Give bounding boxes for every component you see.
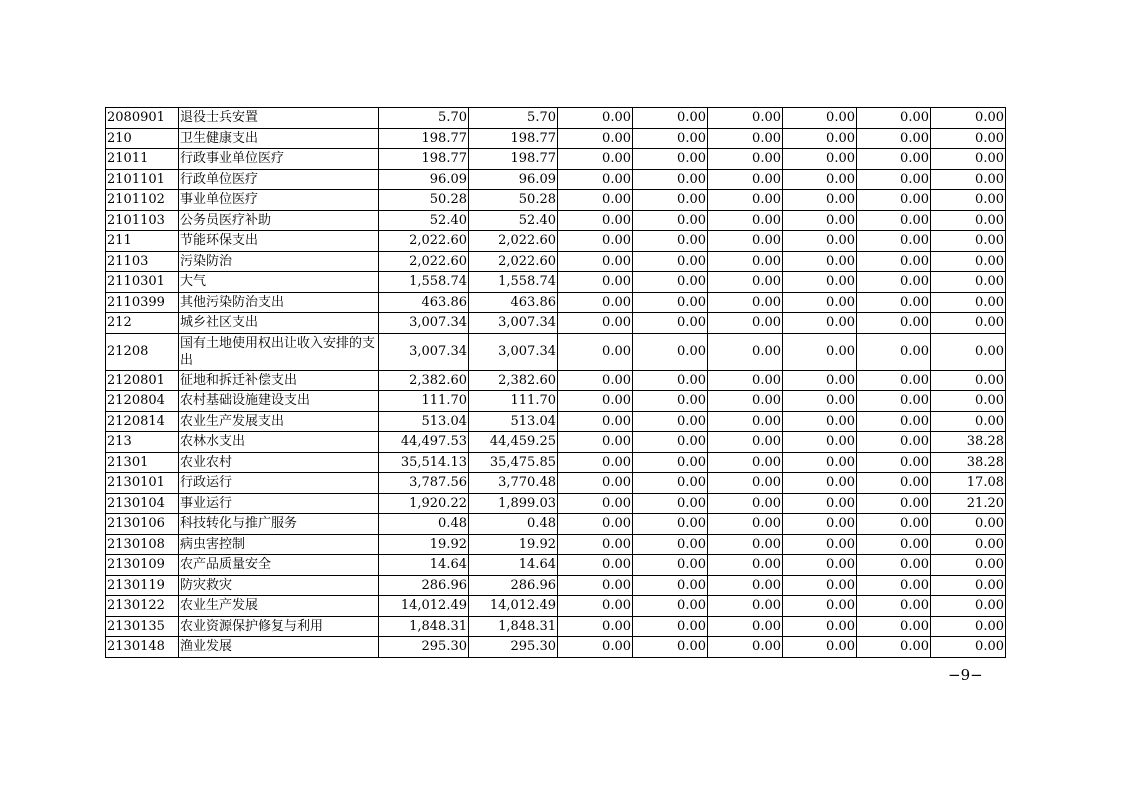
amount-cell: 0.00 xyxy=(783,473,857,494)
table-row xyxy=(106,251,1006,272)
amount-cell: 14,012.49 xyxy=(379,596,469,617)
subject-name-cell: 农村基础设施建设支出 xyxy=(179,391,379,412)
amount-cell: 50.28 xyxy=(379,190,469,211)
amount-cell: 0.00 xyxy=(633,231,708,252)
amount-cell: 0.00 xyxy=(931,231,1006,252)
amount-cell: 0.00 xyxy=(558,493,633,514)
amount-cell: 0.00 xyxy=(931,514,1006,535)
amount-cell: 0.00 xyxy=(931,370,1006,391)
subject-code-cell: 2080901 xyxy=(106,108,179,129)
amount-cell: 0.00 xyxy=(783,616,857,637)
amount-cell: 111.70 xyxy=(469,391,558,412)
amount-cell: 14.64 xyxy=(379,555,469,576)
table-row xyxy=(106,555,1006,576)
table-row xyxy=(106,616,1006,637)
amount-cell: 0.00 xyxy=(857,616,931,637)
table-row xyxy=(106,452,1006,473)
subject-code-cell: 21103 xyxy=(106,251,179,272)
amount-cell: 0.00 xyxy=(708,292,783,313)
amount-cell: 0.00 xyxy=(857,575,931,596)
amount-cell: 1,920.22 xyxy=(379,493,469,514)
amount-cell: 0.00 xyxy=(633,637,708,658)
amount-cell: 0.00 xyxy=(558,452,633,473)
table-row xyxy=(106,190,1006,211)
page-number: −9− xyxy=(948,666,983,684)
amount-cell: 0.00 xyxy=(708,432,783,453)
amount-cell: 513.04 xyxy=(379,411,469,432)
subject-name-cell: 行政单位医疗 xyxy=(179,169,379,190)
amount-cell: 0.00 xyxy=(857,514,931,535)
table-row xyxy=(106,534,1006,555)
budget-table xyxy=(105,107,1006,658)
amount-cell: 0.00 xyxy=(857,637,931,658)
amount-cell: 0.00 xyxy=(633,391,708,412)
subject-code-cell: 211 xyxy=(106,231,179,252)
amount-cell: 0.00 xyxy=(633,432,708,453)
amount-cell: 0.00 xyxy=(857,272,931,293)
amount-cell: 0.00 xyxy=(931,292,1006,313)
amount-cell: 19.92 xyxy=(469,534,558,555)
amount-cell: 0.00 xyxy=(633,169,708,190)
amount-cell: 0.00 xyxy=(783,272,857,293)
amount-cell: 0.00 xyxy=(783,149,857,170)
amount-cell: 0.00 xyxy=(783,596,857,617)
amount-cell: 2,022.60 xyxy=(379,231,469,252)
table-body xyxy=(106,108,1006,658)
subject-name-cell: 渔业发展 xyxy=(179,637,379,658)
subject-code-cell: 2101101 xyxy=(106,169,179,190)
amount-cell: 198.77 xyxy=(469,149,558,170)
amount-cell: 0.00 xyxy=(633,555,708,576)
table-row xyxy=(106,637,1006,658)
amount-cell: 0.00 xyxy=(558,411,633,432)
amount-cell: 0.48 xyxy=(379,514,469,535)
subject-name-cell: 大气 xyxy=(179,272,379,293)
amount-cell: 0.00 xyxy=(558,555,633,576)
table-row xyxy=(106,514,1006,535)
subject-code-cell: 2130109 xyxy=(106,555,179,576)
amount-cell: 38.28 xyxy=(931,432,1006,453)
subject-name-cell: 农业生产发展 xyxy=(179,596,379,617)
amount-cell: 0.00 xyxy=(708,272,783,293)
amount-cell: 0.00 xyxy=(558,128,633,149)
table-row xyxy=(106,432,1006,453)
table-row xyxy=(106,575,1006,596)
subject-name-cell: 行政事业单位医疗 xyxy=(179,149,379,170)
amount-cell: 0.00 xyxy=(931,596,1006,617)
amount-cell: 0.00 xyxy=(558,391,633,412)
subject-name-cell: 农业生产发展支出 xyxy=(179,411,379,432)
subject-code-cell: 2130104 xyxy=(106,493,179,514)
amount-cell: 0.00 xyxy=(558,272,633,293)
amount-cell: 0.00 xyxy=(783,108,857,129)
amount-cell: 1,848.31 xyxy=(379,616,469,637)
subject-code-cell: 2120801 xyxy=(106,370,179,391)
amount-cell: 35,514.13 xyxy=(379,452,469,473)
amount-cell: 0.00 xyxy=(633,370,708,391)
amount-cell: 0.00 xyxy=(633,596,708,617)
amount-cell: 0.00 xyxy=(708,391,783,412)
amount-cell: 3,007.34 xyxy=(379,313,469,334)
subject-code-cell: 2130135 xyxy=(106,616,179,637)
amount-cell: 2,382.60 xyxy=(469,370,558,391)
subject-code-cell: 2130108 xyxy=(106,534,179,555)
amount-cell: 0.00 xyxy=(708,210,783,231)
table-row xyxy=(106,169,1006,190)
subject-code-cell: 2130101 xyxy=(106,473,179,494)
subject-code-cell: 2120814 xyxy=(106,411,179,432)
amount-cell: 513.04 xyxy=(469,411,558,432)
subject-name-cell: 农业资源保护修复与利用 xyxy=(179,616,379,637)
amount-cell: 5.70 xyxy=(379,108,469,129)
amount-cell: 14,012.49 xyxy=(469,596,558,617)
amount-cell: 2,022.60 xyxy=(469,251,558,272)
amount-cell: 0.00 xyxy=(783,555,857,576)
table-row xyxy=(106,333,1006,370)
amount-cell: 0.00 xyxy=(558,432,633,453)
subject-name-cell: 行政运行 xyxy=(179,473,379,494)
amount-cell: 0.48 xyxy=(469,514,558,535)
amount-cell: 17.08 xyxy=(931,473,1006,494)
amount-cell: 1,558.74 xyxy=(379,272,469,293)
subject-code-cell: 212 xyxy=(106,313,179,334)
subject-name-cell: 国有土地使用权出让收入安排的支出 xyxy=(179,333,379,370)
amount-cell: 0.00 xyxy=(783,514,857,535)
amount-cell: 0.00 xyxy=(558,575,633,596)
subject-code-cell: 2101103 xyxy=(106,210,179,231)
amount-cell: 52.40 xyxy=(379,210,469,231)
amount-cell: 0.00 xyxy=(708,493,783,514)
subject-name-cell: 公务员医疗补助 xyxy=(179,210,379,231)
amount-cell: 0.00 xyxy=(857,493,931,514)
table-row xyxy=(106,292,1006,313)
amount-cell: 0.00 xyxy=(857,210,931,231)
subject-code-cell: 21208 xyxy=(106,333,179,370)
table-row xyxy=(106,231,1006,252)
amount-cell: 0.00 xyxy=(783,411,857,432)
amount-cell: 0.00 xyxy=(857,452,931,473)
amount-cell: 463.86 xyxy=(379,292,469,313)
amount-cell: 0.00 xyxy=(857,128,931,149)
amount-cell: 44,459.25 xyxy=(469,432,558,453)
amount-cell: 0.00 xyxy=(708,555,783,576)
amount-cell: 0.00 xyxy=(857,596,931,617)
amount-cell: 198.77 xyxy=(469,128,558,149)
amount-cell: 0.00 xyxy=(708,452,783,473)
amount-cell: 2,022.60 xyxy=(469,231,558,252)
amount-cell: 0.00 xyxy=(857,251,931,272)
table-row xyxy=(106,210,1006,231)
table-row xyxy=(106,313,1006,334)
subject-code-cell: 21011 xyxy=(106,149,179,170)
amount-cell: 0.00 xyxy=(708,190,783,211)
amount-cell: 295.30 xyxy=(379,637,469,658)
amount-cell: 0.00 xyxy=(783,637,857,658)
amount-cell: 0.00 xyxy=(857,169,931,190)
amount-cell: 3,007.34 xyxy=(469,333,558,370)
amount-cell: 0.00 xyxy=(708,333,783,370)
amount-cell: 2,382.60 xyxy=(379,370,469,391)
table-row xyxy=(106,128,1006,149)
amount-cell: 0.00 xyxy=(931,616,1006,637)
amount-cell: 0.00 xyxy=(931,555,1006,576)
amount-cell: 0.00 xyxy=(783,333,857,370)
amount-cell: 0.00 xyxy=(783,210,857,231)
subject-name-cell: 污染防治 xyxy=(179,251,379,272)
amount-cell: 0.00 xyxy=(783,313,857,334)
amount-cell: 0.00 xyxy=(857,333,931,370)
amount-cell: 44,497.53 xyxy=(379,432,469,453)
amount-cell: 198.77 xyxy=(379,128,469,149)
subject-code-cell: 213 xyxy=(106,432,179,453)
amount-cell: 14.64 xyxy=(469,555,558,576)
amount-cell: 0.00 xyxy=(558,251,633,272)
amount-cell: 0.00 xyxy=(633,333,708,370)
table-row xyxy=(106,370,1006,391)
amount-cell: 0.00 xyxy=(633,514,708,535)
amount-cell: 111.70 xyxy=(379,391,469,412)
amount-cell: 0.00 xyxy=(633,149,708,170)
amount-cell: 52.40 xyxy=(469,210,558,231)
amount-cell: 0.00 xyxy=(708,534,783,555)
amount-cell: 0.00 xyxy=(783,575,857,596)
subject-name-cell: 其他污染防治支出 xyxy=(179,292,379,313)
amount-cell: 0.00 xyxy=(931,313,1006,334)
subject-name-cell: 退役士兵安置 xyxy=(179,108,379,129)
amount-cell: 0.00 xyxy=(558,210,633,231)
amount-cell: 0.00 xyxy=(931,411,1006,432)
amount-cell: 463.86 xyxy=(469,292,558,313)
amount-cell: 0.00 xyxy=(931,190,1006,211)
amount-cell: 0.00 xyxy=(558,473,633,494)
table-row xyxy=(106,391,1006,412)
amount-cell: 3,007.34 xyxy=(469,313,558,334)
subject-name-cell: 卫生健康支出 xyxy=(179,128,379,149)
table-row xyxy=(106,473,1006,494)
amount-cell: 0.00 xyxy=(708,473,783,494)
amount-cell: 0.00 xyxy=(558,534,633,555)
amount-cell: 0.00 xyxy=(857,149,931,170)
subject-code-cell: 2110301 xyxy=(106,272,179,293)
amount-cell: 0.00 xyxy=(708,149,783,170)
amount-cell: 0.00 xyxy=(708,370,783,391)
subject-code-cell: 2110399 xyxy=(106,292,179,313)
subject-name-cell: 事业运行 xyxy=(179,493,379,514)
amount-cell: 21.20 xyxy=(931,493,1006,514)
subject-name-cell: 防灾救灾 xyxy=(179,575,379,596)
amount-cell: 0.00 xyxy=(857,534,931,555)
amount-cell: 0.00 xyxy=(931,333,1006,370)
amount-cell: 0.00 xyxy=(857,190,931,211)
amount-cell: 0.00 xyxy=(558,333,633,370)
amount-cell: 0.00 xyxy=(783,251,857,272)
subject-name-cell: 征地和拆迁补偿支出 xyxy=(179,370,379,391)
amount-cell: 0.00 xyxy=(931,272,1006,293)
amount-cell: 0.00 xyxy=(558,616,633,637)
amount-cell: 0.00 xyxy=(708,411,783,432)
amount-cell: 0.00 xyxy=(857,555,931,576)
amount-cell: 286.96 xyxy=(379,575,469,596)
amount-cell: 1,558.74 xyxy=(469,272,558,293)
amount-cell: 0.00 xyxy=(558,596,633,617)
subject-name-cell: 病虫害控制 xyxy=(179,534,379,555)
table-row xyxy=(106,108,1006,129)
subject-name-cell: 事业单位医疗 xyxy=(179,190,379,211)
amount-cell: 0.00 xyxy=(708,251,783,272)
amount-cell: 0.00 xyxy=(708,231,783,252)
amount-cell: 3,787.56 xyxy=(379,473,469,494)
amount-cell: 0.00 xyxy=(857,391,931,412)
amount-cell: 0.00 xyxy=(783,169,857,190)
amount-cell: 0.00 xyxy=(783,493,857,514)
amount-cell: 0.00 xyxy=(633,616,708,637)
amount-cell: 0.00 xyxy=(708,616,783,637)
subject-code-cell: 210 xyxy=(106,128,179,149)
amount-cell: 0.00 xyxy=(931,169,1006,190)
subject-code-cell: 2120804 xyxy=(106,391,179,412)
amount-cell: 0.00 xyxy=(931,149,1006,170)
amount-cell: 0.00 xyxy=(558,637,633,658)
amount-cell: 5.70 xyxy=(469,108,558,129)
amount-cell: 0.00 xyxy=(633,251,708,272)
amount-cell: 3,770.48 xyxy=(469,473,558,494)
subject-code-cell: 2130119 xyxy=(106,575,179,596)
amount-cell: 0.00 xyxy=(633,210,708,231)
amount-cell: 295.30 xyxy=(469,637,558,658)
amount-cell: 286.96 xyxy=(469,575,558,596)
amount-cell: 0.00 xyxy=(783,128,857,149)
amount-cell: 0.00 xyxy=(558,149,633,170)
amount-cell: 0.00 xyxy=(857,231,931,252)
amount-cell: 0.00 xyxy=(783,292,857,313)
subject-name-cell: 农业农村 xyxy=(179,452,379,473)
amount-cell: 1,848.31 xyxy=(469,616,558,637)
amount-cell: 0.00 xyxy=(558,190,633,211)
subject-name-cell: 科技转化与推广服务 xyxy=(179,514,379,535)
amount-cell: 3,007.34 xyxy=(379,333,469,370)
amount-cell: 198.77 xyxy=(379,149,469,170)
amount-cell: 50.28 xyxy=(469,190,558,211)
amount-cell: 38.28 xyxy=(931,452,1006,473)
amount-cell: 0.00 xyxy=(633,190,708,211)
amount-cell: 0.00 xyxy=(931,637,1006,658)
amount-cell: 0.00 xyxy=(633,292,708,313)
amount-cell: 0.00 xyxy=(558,313,633,334)
amount-cell: 0.00 xyxy=(708,575,783,596)
table-row xyxy=(106,272,1006,293)
amount-cell: 0.00 xyxy=(783,534,857,555)
amount-cell: 0.00 xyxy=(783,190,857,211)
amount-cell: 0.00 xyxy=(558,169,633,190)
table-row xyxy=(106,411,1006,432)
amount-cell: 1,899.03 xyxy=(469,493,558,514)
amount-cell: 0.00 xyxy=(783,370,857,391)
subject-code-cell: 21301 xyxy=(106,452,179,473)
amount-cell: 0.00 xyxy=(857,370,931,391)
amount-cell: 0.00 xyxy=(708,169,783,190)
amount-cell: 0.00 xyxy=(783,231,857,252)
amount-cell: 0.00 xyxy=(783,452,857,473)
amount-cell: 0.00 xyxy=(633,473,708,494)
amount-cell: 0.00 xyxy=(558,514,633,535)
amount-cell: 0.00 xyxy=(857,108,931,129)
table-row xyxy=(106,493,1006,514)
amount-cell: 96.09 xyxy=(469,169,558,190)
amount-cell: 0.00 xyxy=(708,637,783,658)
amount-cell: 0.00 xyxy=(558,108,633,129)
amount-cell: 0.00 xyxy=(708,108,783,129)
amount-cell: 0.00 xyxy=(633,108,708,129)
amount-cell: 0.00 xyxy=(558,292,633,313)
amount-cell: 0.00 xyxy=(857,292,931,313)
subject-name-cell: 城乡社区支出 xyxy=(179,313,379,334)
amount-cell: 0.00 xyxy=(633,452,708,473)
subject-name-cell: 节能环保支出 xyxy=(179,231,379,252)
amount-cell: 0.00 xyxy=(633,493,708,514)
amount-cell: 0.00 xyxy=(708,128,783,149)
amount-cell: 0.00 xyxy=(783,391,857,412)
amount-cell: 0.00 xyxy=(783,432,857,453)
amount-cell: 0.00 xyxy=(931,391,1006,412)
amount-cell: 0.00 xyxy=(931,108,1006,129)
amount-cell: 0.00 xyxy=(931,210,1006,231)
subject-code-cell: 2101102 xyxy=(106,190,179,211)
table-row xyxy=(106,596,1006,617)
amount-cell: 0.00 xyxy=(558,231,633,252)
amount-cell: 2,022.60 xyxy=(379,251,469,272)
amount-cell: 19.92 xyxy=(379,534,469,555)
amount-cell: 0.00 xyxy=(633,575,708,596)
subject-name-cell: 农林水支出 xyxy=(179,432,379,453)
amount-cell: 0.00 xyxy=(857,313,931,334)
table-row xyxy=(106,149,1006,170)
subject-name-cell: 农产品质量安全 xyxy=(179,555,379,576)
subject-code-cell: 2130148 xyxy=(106,637,179,658)
amount-cell: 0.00 xyxy=(708,313,783,334)
amount-cell: 0.00 xyxy=(931,251,1006,272)
amount-cell: 0.00 xyxy=(708,596,783,617)
amount-cell: 35,475.85 xyxy=(469,452,558,473)
amount-cell: 0.00 xyxy=(931,534,1006,555)
amount-cell: 0.00 xyxy=(633,272,708,293)
amount-cell: 0.00 xyxy=(633,411,708,432)
subject-code-cell: 2130122 xyxy=(106,596,179,617)
amount-cell: 0.00 xyxy=(558,370,633,391)
subject-code-cell: 2130106 xyxy=(106,514,179,535)
amount-cell: 0.00 xyxy=(857,432,931,453)
amount-cell: 0.00 xyxy=(857,411,931,432)
amount-cell: 0.00 xyxy=(931,128,1006,149)
amount-cell: 96.09 xyxy=(379,169,469,190)
amount-cell: 0.00 xyxy=(633,313,708,334)
amount-cell: 0.00 xyxy=(708,514,783,535)
amount-cell: 0.00 xyxy=(633,534,708,555)
amount-cell: 0.00 xyxy=(633,128,708,149)
amount-cell: 0.00 xyxy=(931,575,1006,596)
amount-cell: 0.00 xyxy=(857,473,931,494)
